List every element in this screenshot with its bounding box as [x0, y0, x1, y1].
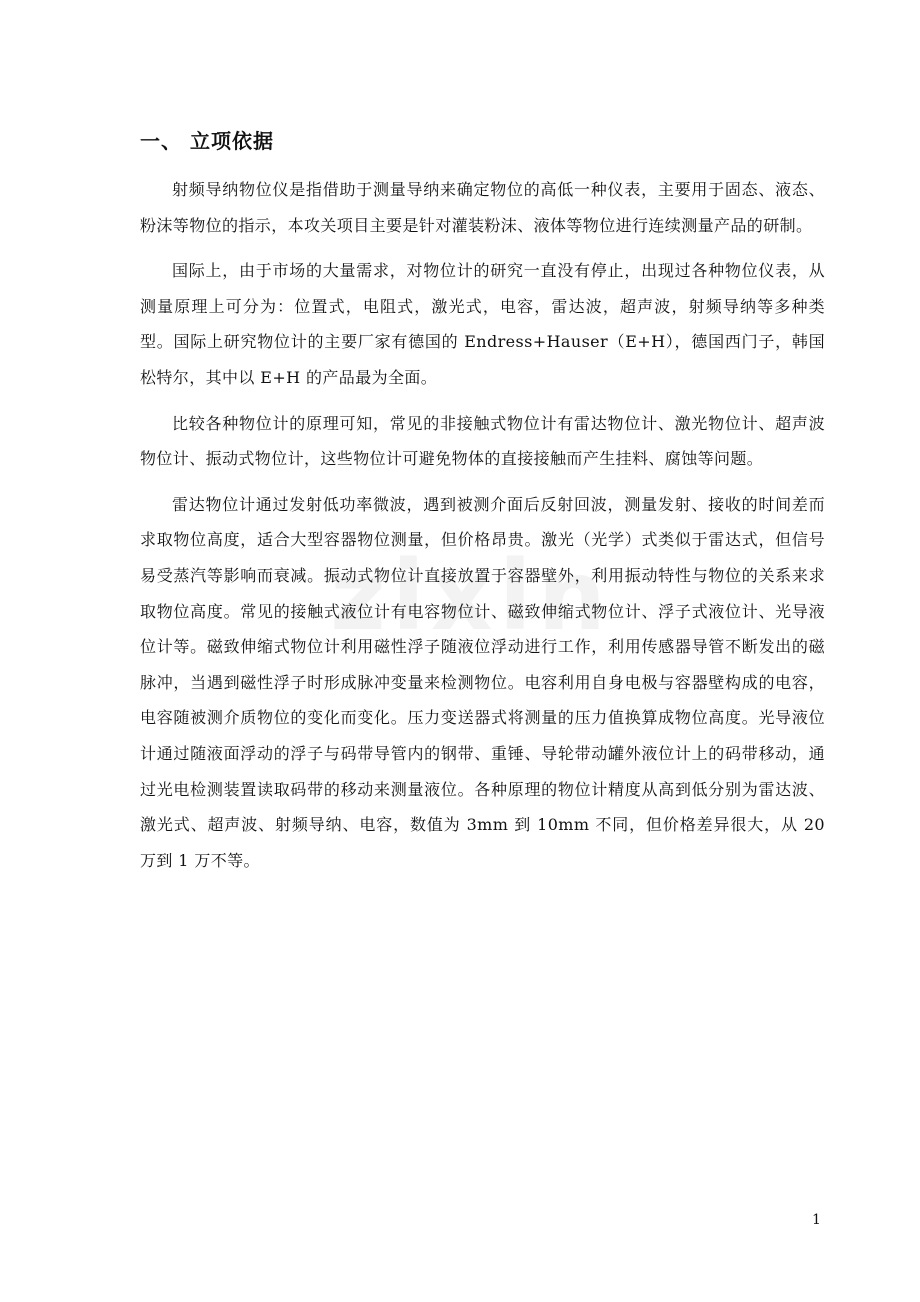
paragraph-intro: 射频导纳物位仪是指借助于测量导纳来确定物位的高低一种仪表，主要用于固态、液态、粉沫等物位的指示，本攻关项目主要是针对灌装粉沫、液体等物位进行连续测量产品的研制。: [140, 180, 825, 235]
document-body: [140, 172, 825, 888]
section-heading: 一、 立项依据: [140, 129, 274, 153]
paragraph-principles: 雷达物位计通过发射低功率微波，遇到被测介面后反射回波，测量发射、接收的时间差而求取物位高度，适合大型容器物位测量，但价格昂贵。激光（光学）式类似于雷达式，但信号易受蒸汽等影响而衰减。振动式物位计直接放置于容器壁外，利用振动特性与物位的关系来求取物位高度。常见的接触式液位计有电容物位计、磁致伸缩式物位计、浮子式液位计、光导液位计等。磁致伸缩式物位计利用磁性浮子随液位浮动进行工作，利用传感器导管不断发出的磁脉冲，当遇到磁性浮子时形成脉冲变量来检测物位。电容利用自身电极与容器壁构成的电容，电容随被测介质物位的变化而变化。压力变送器式将测量的压力值换算成物位高度。光导液位计通过随液面浮动的浮子与码带导管内的钢带、重锤、导轮带动罐外液位计上的码带移动，通过光电检测装置读取码带的移动来测量液位。各种原理的物位计精度从高到低分别为雷达波、激光式、超声波、射频导纳、电容，数值为 3mm 到 10mm 不同，但价格差异很大，从 20 万到 1 万不等。: [140, 494, 825, 870]
paragraph-international: 国际上，由于市场的大量需求，对物位计的研究一直没有停止，出现过各种物位仪表，从测量原理上可分为：位置式，电阻式，激光式，电容，雷达波，超声波，射频导纳等多种类型。国际上研究物位计的主要厂家有德国的 Endress+Hauser（E+H），德国西门子，韩国松特尔，其中以 E+H 的产品最为全面。: [140, 261, 825, 387]
paragraph-comparison: 比较各种物位计的原理可知，常见的非接触式物位计有雷达物位计、激光物位计、超声波物位计、振动式物位计，这些物位计可避免物体的直接接触而产生挂料、腐蚀等问题。: [140, 413, 825, 469]
page-number: 1: [812, 1212, 821, 1228]
